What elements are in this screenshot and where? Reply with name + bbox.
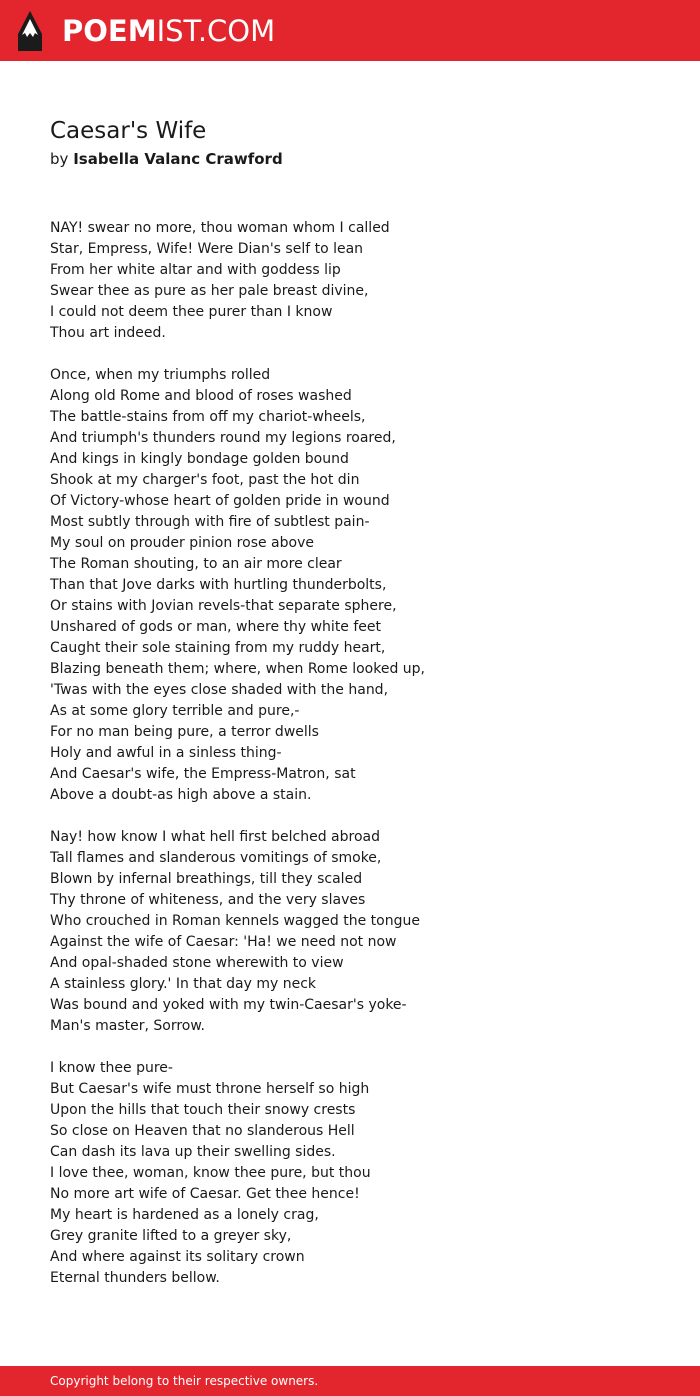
poem-line: The battle-stains from off my chariot-wheels,: [50, 409, 366, 425]
pencil-tip-icon[interactable]: [17, 10, 43, 52]
copyright-text: Copyright belong to their respective owners.: [50, 1374, 319, 1388]
poem-line: Along old Rome and blood of roses washed: [50, 388, 352, 404]
poem-line: Star, Empress, Wife! Were Dian's self to lean: [50, 241, 364, 257]
site-logo[interactable]: [62, 10, 275, 52]
poem-line: So close on Heaven that no slanderous Hell: [50, 1123, 355, 1139]
poem-line: Than that Jove darks with hurtling thunderbolts,: [50, 577, 387, 593]
poem-line: I could not deem thee purer than I know: [50, 304, 333, 320]
poem-line: My soul on prouder pinion rose above: [50, 535, 314, 551]
logo-bold-part: POEM: [62, 14, 157, 48]
poem-line: Unshared of gods or man, where thy white feet: [50, 619, 382, 635]
poem-line: Tall flames and slanderous vomitings of smoke,: [50, 850, 382, 866]
poem-line: And where against its solitary crown: [50, 1249, 305, 1265]
logo-light-part: IST.COM: [156, 14, 276, 48]
poem-line: And Caesar's wife, the Empress-Matron, sat: [50, 766, 356, 782]
poem-line: But Caesar's wife must throne herself so high: [50, 1081, 370, 1097]
poem-byline: [50, 148, 283, 170]
poem-line: And triumph's thunders round my legions roared,: [50, 430, 396, 446]
poem-line: The Roman shouting, to an air more clear: [50, 556, 342, 572]
poem-line: Grey granite lifted to a greyer sky,: [50, 1228, 292, 1244]
poem-line: Against the wife of Caesar: 'Ha! we need not now: [50, 934, 397, 950]
poem-stanza: [50, 827, 670, 1037]
poem-line: No more art wife of Caesar. Get thee hence!: [50, 1186, 360, 1202]
poem-line: Once, when my triumphs rolled: [50, 367, 271, 383]
poem-line: Thy throne of whiteness, and the very slaves: [50, 892, 366, 908]
poem-line: I love thee, woman, know thee pure, but thou: [50, 1165, 371, 1181]
poem-line: Who crouched in Roman kennels wagged the tongue: [50, 913, 420, 929]
poem-line: Blown by infernal breathings, till they scaled: [50, 871, 363, 887]
poem-line: My heart is hardened as a lonely crag,: [50, 1207, 319, 1223]
poem-title: Caesar's Wife: [50, 118, 207, 144]
poem-line: And opal-shaded stone wherewith to view: [50, 955, 344, 971]
poem-line: Swear thee as pure as her pale breast divine,: [50, 283, 369, 299]
by-label: by: [50, 150, 69, 168]
poem-line: Eternal thunders bellow.: [50, 1270, 220, 1286]
poem-line: Caught their sole staining from my ruddy heart,: [50, 640, 386, 656]
poem-line: Blazing beneath them; where, when Rome looked up,: [50, 661, 425, 677]
site-header: [0, 0, 700, 61]
poem-line: Above a doubt-as high above a stain.: [50, 787, 312, 803]
poem-line: Was bound and yoked with my twin-Caesar's yoke-: [50, 997, 407, 1013]
poem-author: Isabella Valanc Crawford: [73, 150, 283, 168]
poem-line: Most subtly through with fire of subtlest pain-: [50, 514, 370, 530]
poem-line: And kings in kingly bondage golden bound: [50, 451, 349, 467]
poem-line: Upon the hills that touch their snowy crests: [50, 1102, 356, 1118]
poem-line: 'Twas with the eyes close shaded with the hand,: [50, 682, 389, 698]
poem-line: Man's master, Sorrow.: [50, 1018, 205, 1034]
poem-line: Thou art indeed.: [50, 325, 166, 341]
poem-line: I know thee pure-: [50, 1060, 173, 1076]
poem-stanza: [50, 1058, 670, 1289]
poem-line: For no man being pure, a terror dwells: [50, 724, 319, 740]
poem-line: Nay! how know I what hell first belched abroad: [50, 829, 380, 845]
poem-body: [50, 218, 670, 1310]
poem-line: Of Victory-whose heart of golden pride in wound: [50, 493, 390, 509]
poem-line: NAY! swear no more, thou woman whom I called: [50, 220, 390, 236]
poem-line: Holy and awful in a sinless thing-: [50, 745, 282, 761]
poem-line: Shook at my charger's foot, past the hot din: [50, 472, 360, 488]
site-footer: [0, 1366, 700, 1396]
poem-stanza: [50, 218, 670, 344]
poem-line: As at some glory terrible and pure,-: [50, 703, 300, 719]
poem-line: A stainless glory.' In that day my neck: [50, 976, 317, 992]
poem-line: Can dash its lava up their swelling sides.: [50, 1144, 336, 1160]
poem-line: Or stains with Jovian revels-that separate sphere,: [50, 598, 397, 614]
poem-line: From her white altar and with goddess lip: [50, 262, 341, 278]
poem-stanza: [50, 365, 670, 806]
